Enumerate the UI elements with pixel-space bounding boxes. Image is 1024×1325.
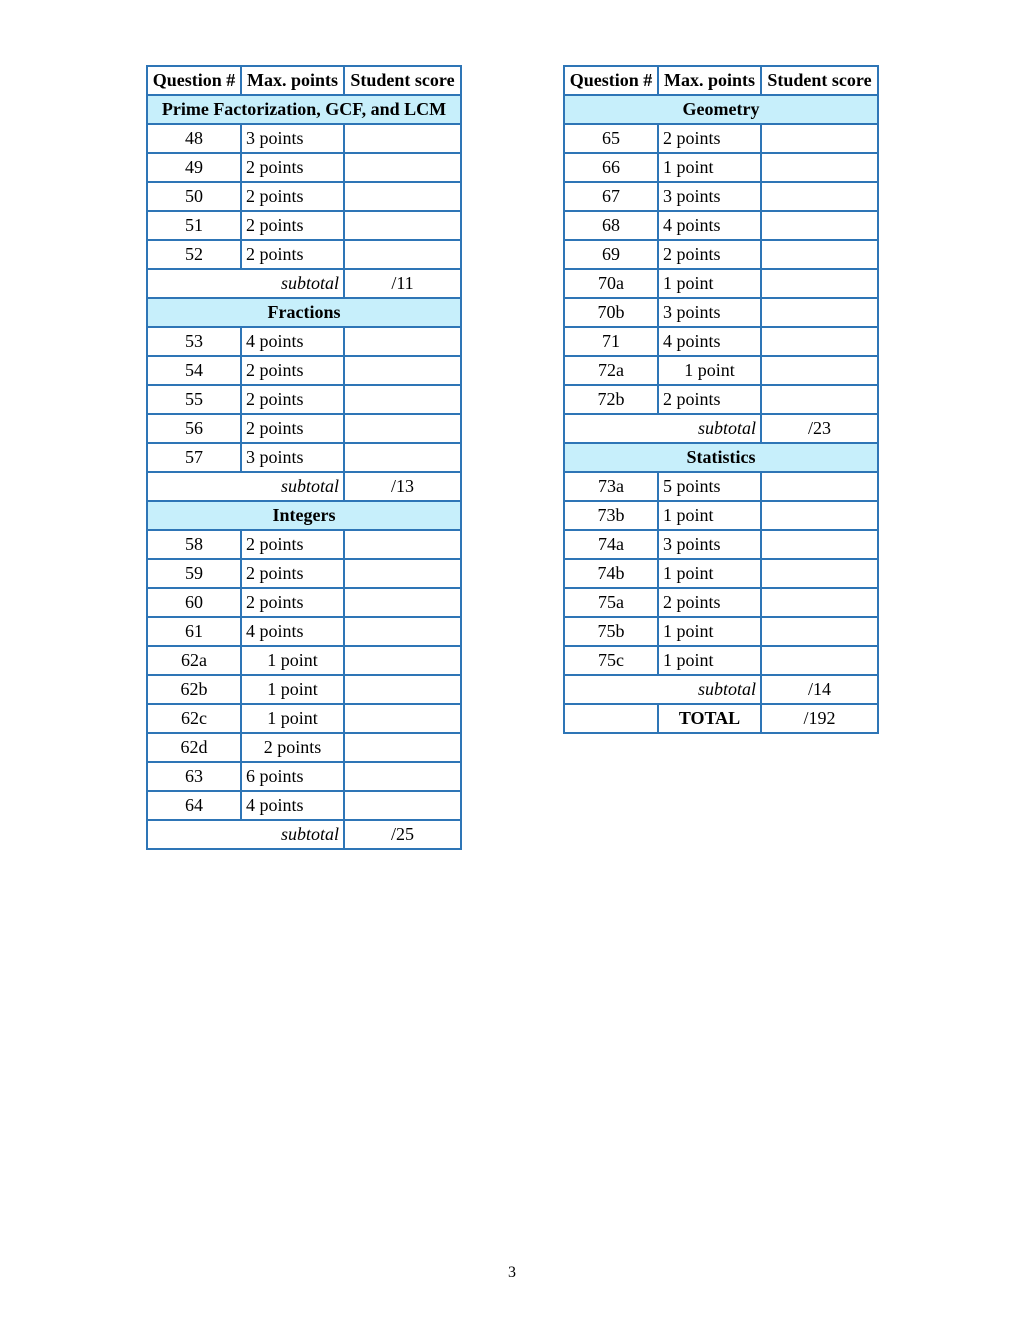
student-score-cell[interactable]	[344, 675, 461, 704]
student-score-cell[interactable]	[344, 530, 461, 559]
table-row	[564, 298, 878, 327]
question-number: 72b	[564, 385, 658, 414]
max-points: 1 point	[241, 646, 344, 675]
table-row	[147, 646, 461, 675]
question-number: 67	[564, 182, 658, 211]
question-number: 73a	[564, 472, 658, 501]
student-score-cell[interactable]	[761, 559, 878, 588]
student-score-cell[interactable]	[344, 791, 461, 820]
student-score-cell[interactable]	[761, 472, 878, 501]
subtotal-row	[147, 472, 461, 501]
subtotal-value: /23	[761, 414, 878, 443]
question-number: 62d	[147, 733, 241, 762]
student-score-cell[interactable]	[761, 182, 878, 211]
max-points: 3 points	[658, 298, 761, 327]
question-number: 74b	[564, 559, 658, 588]
student-score-cell[interactable]	[344, 124, 461, 153]
question-number: 73b	[564, 501, 658, 530]
subtotal-label: subtotal	[564, 414, 761, 443]
table-row	[147, 733, 461, 762]
table-row	[147, 385, 461, 414]
question-number: 60	[147, 588, 241, 617]
header-max-points: Max. points	[241, 66, 344, 95]
table-row	[147, 414, 461, 443]
question-number: 68	[564, 211, 658, 240]
max-points: 4 points	[658, 327, 761, 356]
total-value: /192	[761, 704, 878, 733]
header-row	[564, 66, 878, 95]
question-number: 70b	[564, 298, 658, 327]
student-score-cell[interactable]	[344, 327, 461, 356]
subtotal-row	[147, 820, 461, 849]
max-points: 1 point	[658, 153, 761, 182]
question-number: 53	[147, 327, 241, 356]
max-points: 4 points	[241, 791, 344, 820]
question-number: 65	[564, 124, 658, 153]
table-row	[147, 704, 461, 733]
max-points: 2 points	[241, 733, 344, 762]
max-points: 4 points	[241, 617, 344, 646]
max-points: 2 points	[241, 240, 344, 269]
question-number: 52	[147, 240, 241, 269]
table-row	[564, 124, 878, 153]
student-score-cell[interactable]	[761, 385, 878, 414]
question-number: 58	[147, 530, 241, 559]
max-points: 2 points	[658, 385, 761, 414]
question-number: 50	[147, 182, 241, 211]
student-score-cell[interactable]	[761, 327, 878, 356]
section-title-integers: Integers	[147, 501, 461, 530]
student-score-cell[interactable]	[344, 211, 461, 240]
table-row	[147, 675, 461, 704]
header-question: Question #	[147, 66, 241, 95]
question-number: 62b	[147, 675, 241, 704]
max-points: 6 points	[241, 762, 344, 791]
student-score-cell[interactable]	[344, 356, 461, 385]
table-row	[147, 124, 461, 153]
table-row	[564, 472, 878, 501]
max-points: 2 points	[241, 385, 344, 414]
max-points: 2 points	[241, 356, 344, 385]
subtotal-value: /13	[344, 472, 461, 501]
table-row	[147, 617, 461, 646]
student-score-cell[interactable]	[761, 240, 878, 269]
question-number: 74a	[564, 530, 658, 559]
table-row	[147, 791, 461, 820]
max-points: 1 point	[658, 646, 761, 675]
student-score-cell[interactable]	[344, 733, 461, 762]
question-number: 49	[147, 153, 241, 182]
max-points: 1 point	[658, 617, 761, 646]
table-row	[564, 501, 878, 530]
subtotal-label: subtotal	[147, 820, 344, 849]
student-score-cell[interactable]	[761, 269, 878, 298]
question-number: 71	[564, 327, 658, 356]
student-score-cell[interactable]	[344, 646, 461, 675]
student-score-cell[interactable]	[761, 153, 878, 182]
max-points: 4 points	[658, 211, 761, 240]
table-row	[564, 646, 878, 675]
table-row	[147, 356, 461, 385]
student-score-cell[interactable]	[344, 617, 461, 646]
subtotal-row	[564, 675, 878, 704]
max-points: 2 points	[241, 559, 344, 588]
question-number: 61	[147, 617, 241, 646]
subtotal-row	[147, 269, 461, 298]
table-row	[564, 617, 878, 646]
subtotal-label: subtotal	[147, 472, 344, 501]
question-number: 55	[147, 385, 241, 414]
question-number: 48	[147, 124, 241, 153]
max-points: 4 points	[241, 327, 344, 356]
max-points: 3 points	[658, 182, 761, 211]
max-points: 2 points	[241, 414, 344, 443]
student-score-cell[interactable]	[761, 646, 878, 675]
header-row	[147, 66, 461, 95]
table-row	[147, 182, 461, 211]
max-points: 2 points	[658, 588, 761, 617]
table-row	[564, 559, 878, 588]
header-max-points: Max. points	[658, 66, 761, 95]
question-number: 66	[564, 153, 658, 182]
student-score-cell[interactable]	[761, 356, 878, 385]
header-student-score: Student score	[761, 66, 878, 95]
student-score-cell[interactable]	[344, 240, 461, 269]
student-score-cell[interactable]	[344, 588, 461, 617]
question-number: 75c	[564, 646, 658, 675]
question-number: 59	[147, 559, 241, 588]
question-number: 54	[147, 356, 241, 385]
total-empty-cell	[564, 704, 658, 733]
student-score-cell[interactable]	[761, 530, 878, 559]
max-points: 1 point	[658, 269, 761, 298]
table-row	[564, 327, 878, 356]
max-points: 3 points	[241, 443, 344, 472]
max-points: 1 point	[241, 704, 344, 733]
table-row	[564, 182, 878, 211]
total-row	[564, 704, 878, 733]
max-points: 2 points	[658, 124, 761, 153]
question-number: 64	[147, 791, 241, 820]
max-points: 2 points	[241, 530, 344, 559]
student-score-cell[interactable]	[761, 298, 878, 327]
question-number: 72a	[564, 356, 658, 385]
section-title-prime-factorization: Prime Factorization, GCF, and LCM	[147, 95, 461, 124]
header-student-score: Student score	[344, 66, 461, 95]
subtotal-value: /11	[344, 269, 461, 298]
question-number: 51	[147, 211, 241, 240]
max-points: 1 point	[658, 356, 761, 385]
student-score-cell[interactable]	[761, 617, 878, 646]
table-row	[564, 153, 878, 182]
right-score-table	[563, 65, 879, 734]
question-number: 69	[564, 240, 658, 269]
max-points: 3 points	[241, 124, 344, 153]
question-number: 62c	[147, 704, 241, 733]
subtotal-label: subtotal	[147, 269, 344, 298]
section-title-geometry: Geometry	[564, 95, 878, 124]
table-row	[564, 211, 878, 240]
table-row	[564, 385, 878, 414]
student-score-cell[interactable]	[344, 443, 461, 472]
table-row	[147, 153, 461, 182]
table-row	[147, 240, 461, 269]
table-row	[147, 762, 461, 791]
max-points: 1 point	[241, 675, 344, 704]
student-score-cell[interactable]	[761, 588, 878, 617]
max-points: 2 points	[241, 182, 344, 211]
max-points: 1 point	[658, 501, 761, 530]
max-points: 1 point	[658, 559, 761, 588]
left-score-table	[146, 65, 462, 850]
student-score-cell[interactable]	[761, 501, 878, 530]
max-points: 2 points	[241, 153, 344, 182]
table-row	[147, 327, 461, 356]
question-number: 75a	[564, 588, 658, 617]
table-row	[564, 588, 878, 617]
table-row	[147, 588, 461, 617]
student-score-cell[interactable]	[344, 414, 461, 443]
question-number: 63	[147, 762, 241, 791]
max-points: 5 points	[658, 472, 761, 501]
subtotal-label: subtotal	[564, 675, 761, 704]
student-score-cell[interactable]	[344, 153, 461, 182]
table-row	[564, 269, 878, 298]
max-points: 2 points	[658, 240, 761, 269]
student-score-cell[interactable]	[761, 124, 878, 153]
student-score-cell[interactable]	[344, 182, 461, 211]
table-row	[147, 211, 461, 240]
max-points: 2 points	[241, 588, 344, 617]
student-score-cell[interactable]	[344, 762, 461, 791]
question-number: 57	[147, 443, 241, 472]
subtotal-row	[564, 414, 878, 443]
student-score-cell[interactable]	[344, 704, 461, 733]
section-title-statistics: Statistics	[564, 443, 878, 472]
header-question: Question #	[564, 66, 658, 95]
question-number: 70a	[564, 269, 658, 298]
max-points: 2 points	[241, 211, 344, 240]
table-row	[564, 530, 878, 559]
table-row	[147, 443, 461, 472]
table-row	[564, 356, 878, 385]
student-score-cell[interactable]	[344, 559, 461, 588]
table-row	[147, 530, 461, 559]
question-number: 75b	[564, 617, 658, 646]
student-score-cell[interactable]	[761, 211, 878, 240]
subtotal-value: /14	[761, 675, 878, 704]
question-number: 62a	[147, 646, 241, 675]
table-row	[147, 559, 461, 588]
table-row	[564, 240, 878, 269]
question-number: 56	[147, 414, 241, 443]
subtotal-value: /25	[344, 820, 461, 849]
total-label: TOTAL	[658, 704, 761, 733]
page-number: 3	[508, 1264, 516, 1281]
max-points: 3 points	[658, 530, 761, 559]
section-title-fractions: Fractions	[147, 298, 461, 327]
student-score-cell[interactable]	[344, 385, 461, 414]
